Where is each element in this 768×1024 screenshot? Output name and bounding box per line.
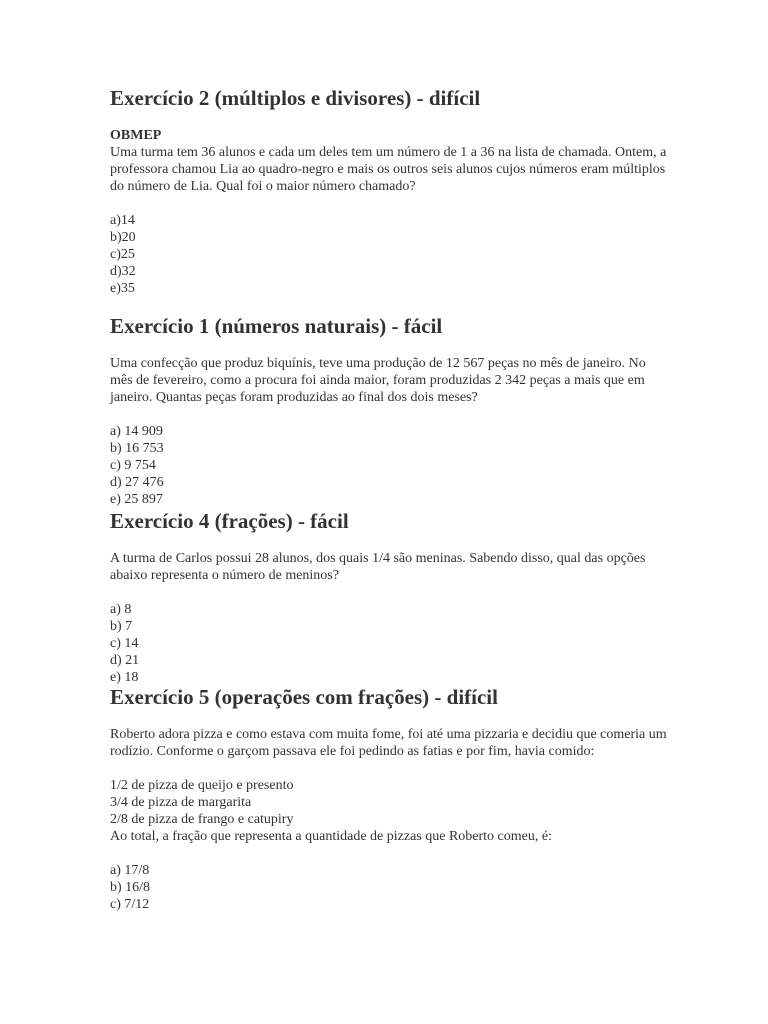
exercise-1-options [110,423,670,508]
option-b: b) 7 [110,619,133,634]
exercise-1-title: Exercício 1 (números naturais) - fácil [110,314,443,338]
option-b: b) 16/8 [110,880,151,895]
exercise-4-question: A turma de Carlos possui 28 alunos, dos quais 1/4 são meninas. Sabendo disso, qual das opções abaixo representa o número de meninos? [110,551,646,583]
option-a: a) 17/8 [110,863,150,878]
exercise-5-options [110,862,670,913]
option-d: d)32 [110,264,136,279]
exercise-5-intro: Roberto adora pizza e como estava com muita fome, foi até uma pizzaria e decidiu que comeria um rodízio. Conforme o garçom passava ele foi pedindo as fatias e por fim, havia comido: [110,727,667,759]
option-e: e) 25 897 [110,492,163,507]
exercise-4-options [110,601,670,686]
exercise-2-question: Uma turma tem 36 alunos e cada um deles tem um número de 1 a 36 na lista de chamada. Ontem, a professora chamou Lia ao quadro-negro e mais os outros seis alunos cujos números eram múltiplos do número de Lia. Qual foi o maior número chamado? [110,145,667,194]
exercise-5-question: Ao total, a fração que representa a quantidade de pizzas que Roberto comeu, é: [110,829,552,844]
exercise-5 [110,685,670,913]
exercise-2 [110,86,670,297]
option-a: a) 8 [110,602,132,617]
option-c: c) 9 754 [110,458,156,473]
option-c: c) 7/12 [110,897,150,912]
option-c: c)25 [110,247,135,262]
exercise-1 [110,314,670,508]
pizza-item: 3/4 de pizza de margarita [110,795,252,810]
exercise-5-pizza-list [110,777,670,845]
exercise-4 [110,509,670,686]
exercise-4-title: Exercício 4 (frações) - fácil [110,509,349,533]
exercise-1-question: Uma confecção que produz biquínis, teve uma produção de 12 567 peças no mês de janeiro. No mês de fevereiro, como a procura foi ainda maior, foram produzidas 2 342 peças a mais que em janeiro. Quantas peças foram produzidas ao final dos dois meses? [110,356,646,405]
option-e: e)35 [110,281,135,296]
exercise-2-title: Exercício 2 (múltiplos e divisores) - difícil [110,86,481,110]
exercise-2-options [110,212,670,297]
option-c: c) 14 [110,636,139,651]
option-b: b) 16 753 [110,441,164,456]
option-a: a) 14 909 [110,424,163,439]
option-a: a)14 [110,213,135,228]
pizza-item: 1/2 de pizza de queijo e presento [110,778,294,793]
option-d: d) 21 [110,653,140,668]
option-b: b)20 [110,230,136,245]
exercise-2-source: OBMEP [110,128,162,143]
exercise-5-title: Exercício 5 (operações com frações) - difícil [110,685,498,709]
pizza-item: 2/8 de pizza de frango e catupiry [110,812,294,827]
option-e: e) 18 [110,670,139,685]
option-d: d) 27 476 [110,475,164,490]
